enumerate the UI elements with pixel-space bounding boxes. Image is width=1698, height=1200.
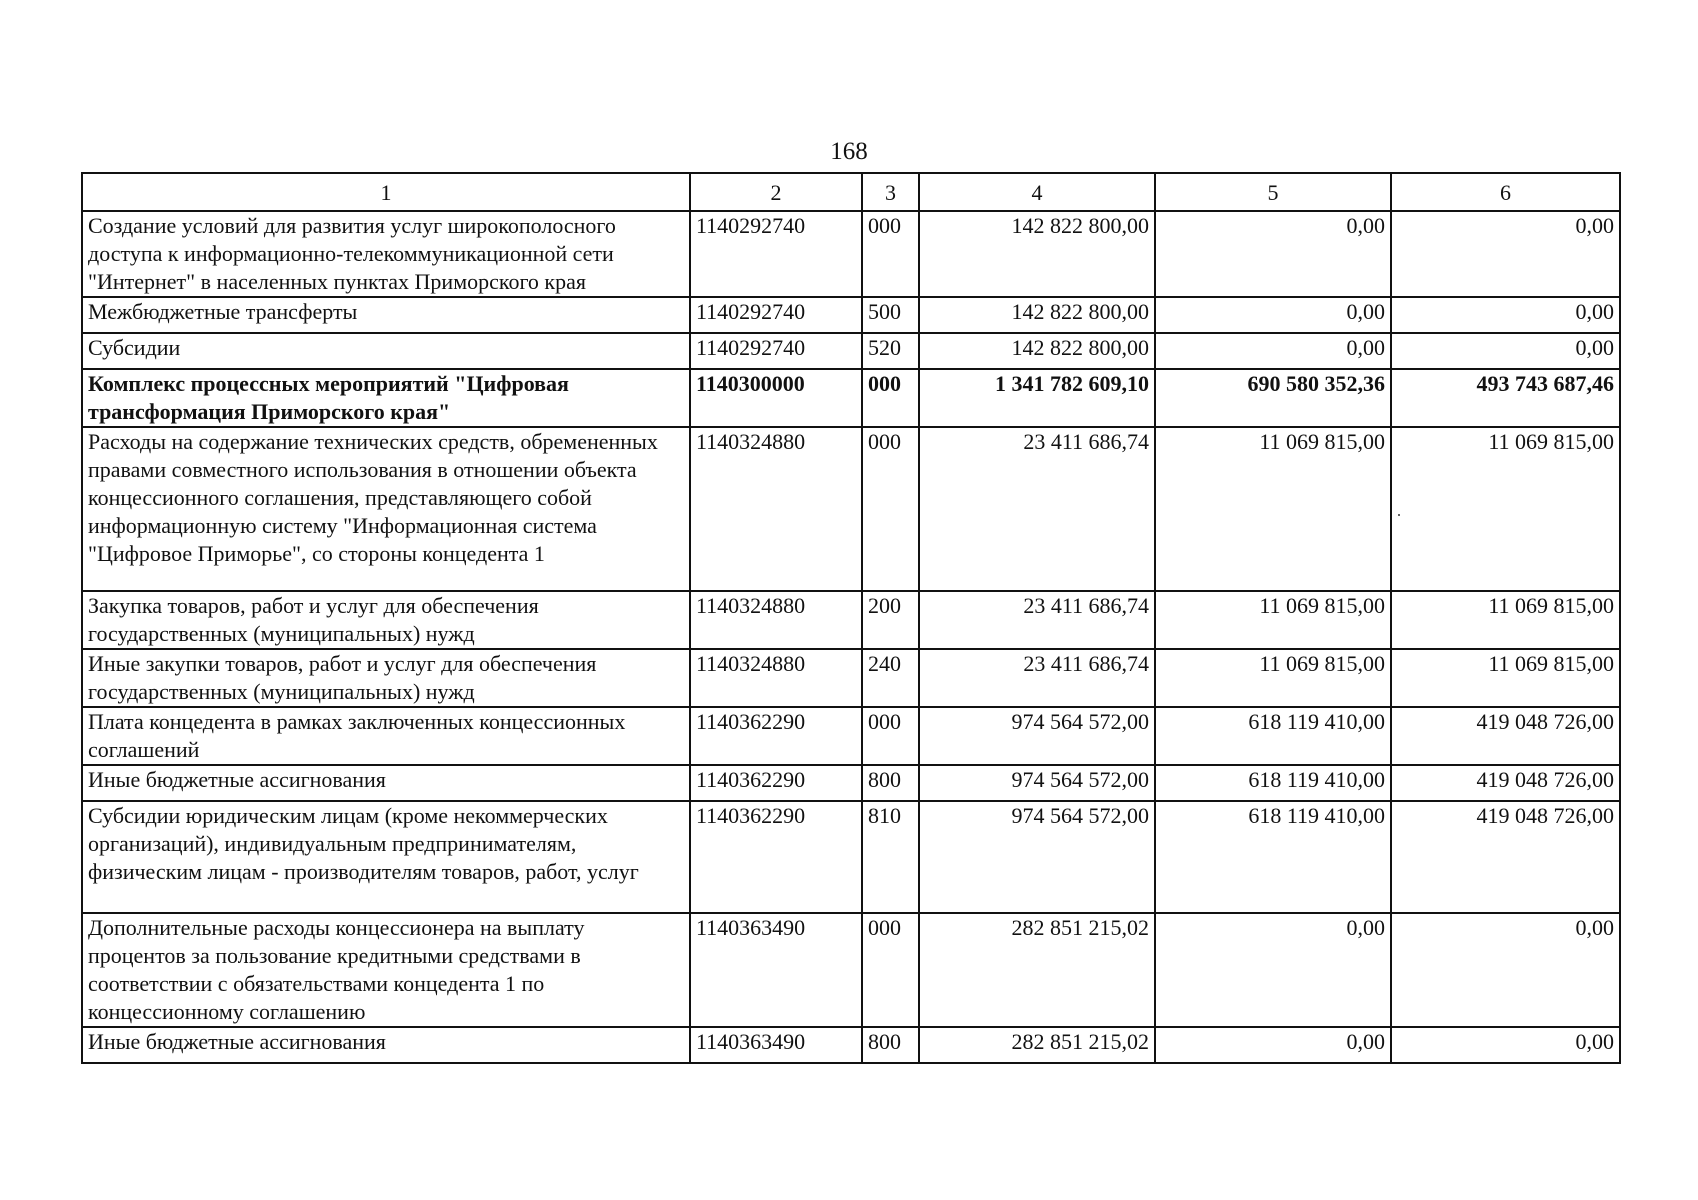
expense-name: Расходы на содержание технических средств, обремененных правами совместного использования в отношении объекта концессионного соглашения, представляющего собой информационную систему "Информационная система "Цифровое Приморье", со стороны концедента 1 <box>82 427 690 591</box>
target-code: 1140362290 <box>690 765 862 801</box>
amount-col-6: 0,00 <box>1391 1027 1620 1063</box>
amount-col-4: 1 341 782 609,10 <box>919 369 1155 427</box>
amount-col-6: 11 069 815,00 <box>1391 649 1620 707</box>
expense-type-code: 000 <box>862 913 919 1027</box>
amount-col-5: 0,00 <box>1155 333 1391 369</box>
header-row <box>82 173 1620 211</box>
amount-col-4: 23 411 686,74 <box>919 427 1155 591</box>
amount-col-5: 0,00 <box>1155 1027 1391 1063</box>
target-code: 1140292740 <box>690 211 862 297</box>
expense-name: Иные закупки товаров, работ и услуг для обеспечения государственных (муниципальных) нужд <box>82 649 690 707</box>
expense-name: Создание условий для развития услуг широкополосного доступа к информационно-телекоммуникационной сети "Интернет" в населенных пунктах Приморского края <box>82 211 690 297</box>
table-row <box>82 297 1620 333</box>
expense-name: Дополнительные расходы концессионера на выплату процентов за пользование кредитными средствами в соответствии с обязательствами концедента 1 по концессионному соглашению <box>82 913 690 1027</box>
expense-type-code: 800 <box>862 1027 919 1063</box>
amount-col-6: 0,00 <box>1391 333 1620 369</box>
amount-col-6: 493 743 687,46 <box>1391 369 1620 427</box>
target-code: 1140363490 <box>690 1027 862 1063</box>
amount-col-5: 0,00 <box>1155 211 1391 297</box>
target-code: 1140324880 <box>690 591 862 649</box>
amount-col-4: 142 822 800,00 <box>919 297 1155 333</box>
table-row <box>82 591 1620 649</box>
target-code: 1140363490 <box>690 913 862 1027</box>
table-row <box>82 427 1620 591</box>
target-code: 1140362290 <box>690 801 862 913</box>
table-row <box>82 369 1620 427</box>
amount-col-5: 618 119 410,00 <box>1155 765 1391 801</box>
expense-type-code: 000 <box>862 707 919 765</box>
amount-col-5: 0,00 <box>1155 297 1391 333</box>
header-col-5: 5 <box>1155 173 1391 211</box>
amount-col-5: 618 119 410,00 <box>1155 801 1391 913</box>
page-number: 168 <box>830 138 868 165</box>
expense-type-code: 240 <box>862 649 919 707</box>
table-row <box>82 801 1620 913</box>
header-col-6: 6 <box>1391 173 1620 211</box>
table-row <box>82 765 1620 801</box>
amount-col-5: 690 580 352,36 <box>1155 369 1391 427</box>
expense-type-code: 800 <box>862 765 919 801</box>
amount-col-6: 11 069 815,00 <box>1391 591 1620 649</box>
amount-col-4: 282 851 215,02 <box>919 913 1155 1027</box>
table-row <box>82 211 1620 297</box>
amount-col-4: 23 411 686,74 <box>919 591 1155 649</box>
amount-col-6: 11 069 815,00 <box>1391 427 1620 591</box>
amount-col-4: 142 822 800,00 <box>919 333 1155 369</box>
amount-col-6: 0,00 <box>1391 297 1620 333</box>
amount-col-5: 618 119 410,00 <box>1155 707 1391 765</box>
amount-col-4: 974 564 572,00 <box>919 801 1155 913</box>
table-row <box>82 707 1620 765</box>
amount-col-6: 0,00 <box>1391 913 1620 1027</box>
expense-name: Иные бюджетные ассигнования <box>82 765 690 801</box>
table-row <box>82 333 1620 369</box>
expense-type-code: 200 <box>862 591 919 649</box>
expense-name: Межбюджетные трансферты <box>82 297 690 333</box>
amount-col-4: 142 822 800,00 <box>919 211 1155 297</box>
expense-name: Иные бюджетные ассигнования <box>82 1027 690 1063</box>
amount-col-4: 282 851 215,02 <box>919 1027 1155 1063</box>
amount-col-6: 419 048 726,00 <box>1391 801 1620 913</box>
expense-type-code: 000 <box>862 427 919 591</box>
expense-name: Субсидии <box>82 333 690 369</box>
amount-col-5: 0,00 <box>1155 913 1391 1027</box>
header-col-2: 2 <box>690 173 862 211</box>
expense-name: Комплекс процессных мероприятий "Цифровая трансформация Приморского края" <box>82 369 690 427</box>
expense-type-code: 810 <box>862 801 919 913</box>
table-row <box>82 649 1620 707</box>
expense-name: Плата концедента в рамках заключенных концессионных соглашений <box>82 707 690 765</box>
target-code: 1140292740 <box>690 297 862 333</box>
amount-col-4: 974 564 572,00 <box>919 707 1155 765</box>
target-code: 1140292740 <box>690 333 862 369</box>
amount-col-4: 974 564 572,00 <box>919 765 1155 801</box>
expense-type-code: 000 <box>862 369 919 427</box>
table-row <box>82 913 1620 1027</box>
header-col-3: 3 <box>862 173 919 211</box>
expense-type-code: 520 <box>862 333 919 369</box>
amount-col-5: 11 069 815,00 <box>1155 427 1391 591</box>
amount-col-6: 0,00 <box>1391 211 1620 297</box>
header-col-1: 1 <box>82 173 690 211</box>
header-col-4: 4 <box>919 173 1155 211</box>
target-code: 1140300000 <box>690 369 862 427</box>
target-code: 1140324880 <box>690 649 862 707</box>
scan-speck <box>1398 514 1400 516</box>
table-row <box>82 1027 1620 1063</box>
target-code: 1140324880 <box>690 427 862 591</box>
amount-col-4: 23 411 686,74 <box>919 649 1155 707</box>
amount-col-6: 419 048 726,00 <box>1391 765 1620 801</box>
target-code: 1140362290 <box>690 707 862 765</box>
expense-type-code: 000 <box>862 211 919 297</box>
expense-name: Закупка товаров, работ и услуг для обеспечения государственных (муниципальных) нужд <box>82 591 690 649</box>
expense-name: Субсидии юридическим лицам (кроме некоммерческих организаций), индивидуальным предпринимателям, физическим лицам - производителям товаров, работ, услуг <box>82 801 690 913</box>
budget-table <box>81 172 1621 1064</box>
amount-col-6: 419 048 726,00 <box>1391 707 1620 765</box>
amount-col-5: 11 069 815,00 <box>1155 649 1391 707</box>
expense-type-code: 500 <box>862 297 919 333</box>
amount-col-5: 11 069 815,00 <box>1155 591 1391 649</box>
